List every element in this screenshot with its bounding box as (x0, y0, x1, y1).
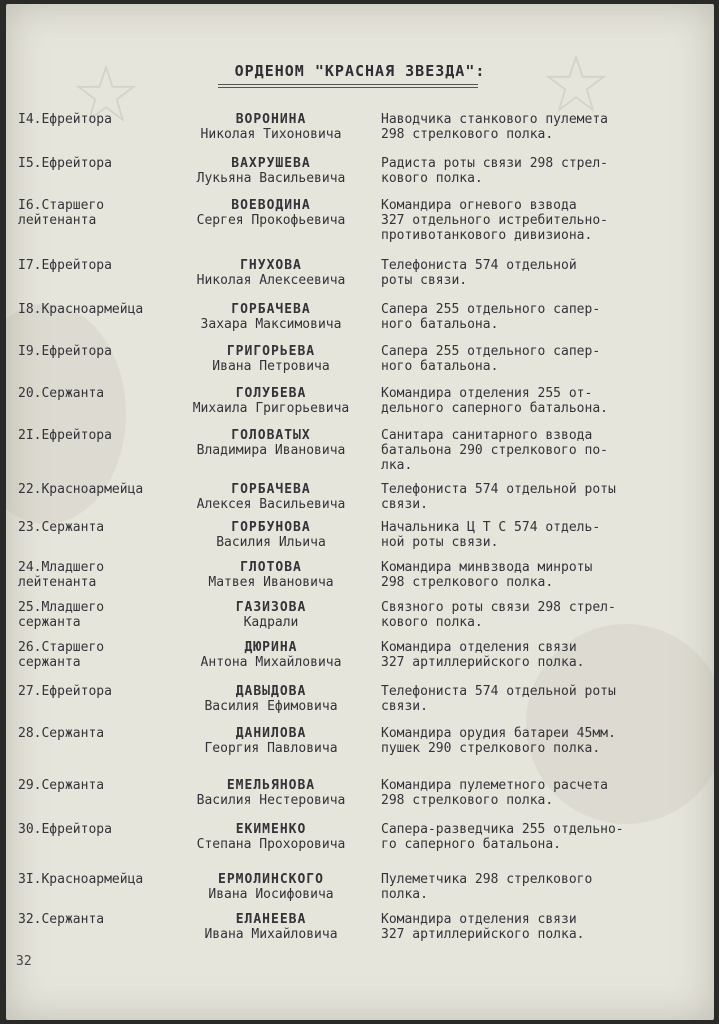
entry-rank: 20.Сержанта (18, 386, 105, 401)
entry-given-name: Георгия Павловича (204, 741, 338, 756)
entry-rank: 27.Ефрейтора (18, 684, 112, 699)
entry-position: Санитара санитарного взвода батальона 290 стрелкового по- лка. (381, 428, 608, 473)
entry-given-name: Владимира Ивановича (196, 443, 346, 458)
entry-position: Командира минвзвода минроты 298 стрелкового полка. (381, 560, 593, 590)
entry-name (171, 640, 371, 670)
entry-given-name: Степана Прохоровича (196, 837, 346, 852)
entry-given-name: Матвея Ивановича (208, 575, 334, 590)
title-underline (218, 84, 478, 88)
entry-name (171, 258, 371, 288)
entry-rank: 23.Сержанта (18, 520, 105, 535)
entry-position: Связного роты связи 298 стрел- кового полка. (381, 600, 616, 630)
page-footer-mark: 32 (16, 954, 32, 969)
entry-name (171, 872, 371, 902)
entry-position: Командира отделения 255 от- дельного саперного батальона. (381, 386, 608, 416)
entry-surname: ГРИГОРЬЕВА (226, 344, 316, 359)
entry-name (171, 482, 371, 512)
entry-rank: I5.Ефрейтора (18, 156, 112, 171)
entry-position: Наводчика станкового пулемета 298 стрелкового полка. (381, 112, 608, 142)
entry-surname: ГОРБАЧЕВА (231, 302, 311, 317)
entry-given-name: Захара Максимовича (200, 317, 342, 332)
entry-surname: ГЛОТОВА (240, 560, 302, 575)
entry-rank: 32.Сержанта (18, 912, 105, 927)
entry-position: Телефониста 574 отдельной роты связи. (381, 684, 616, 714)
entry-position: Сапера 255 отдельного сапер- ного батальона. (381, 302, 601, 332)
entry-given-name: Лукьяна Васильевича (196, 171, 346, 186)
entry-name (171, 428, 371, 458)
document-page (6, 4, 714, 1020)
entry-given-name: Михаила Григорьевича (192, 401, 350, 416)
entry-rank: I7.Ефрейтора (18, 258, 112, 273)
entry-given-name: Василия Ефимовича (204, 699, 338, 714)
entry-surname: ВАХРУШЕВА (231, 156, 311, 171)
entry-surname: ДАВЫДОВА (235, 684, 307, 699)
entry-rank: 3I.Красноармейца (18, 872, 144, 887)
entry-rank: 2I.Ефрейтора (18, 428, 112, 443)
entry-name (171, 198, 371, 228)
entry-given-name: Николая Алексеевича (196, 273, 346, 288)
entry-surname: ЕРМОЛИНСКОГО (218, 872, 324, 887)
entry-position: Телефониста 574 отдельной роты связи. (381, 482, 616, 512)
entry-position: Командира отделения связи 327 артиллерийского полка. (381, 912, 585, 942)
entry-rank: 26.Старшего сержанта (18, 640, 105, 670)
entry-name (171, 822, 371, 852)
entry-position: Радиста роты связи 298 стрел- кового полка. (381, 156, 608, 186)
entry-given-name: Василия Ильича (216, 535, 326, 550)
entry-given-name: Ивана Михайловича (204, 927, 338, 942)
entry-name (171, 520, 371, 550)
entry-position: Телефониста 574 отдельной роты связи. (381, 258, 577, 288)
entry-rank: I4.Ефрейтора (18, 112, 112, 127)
entry-rank: I8.Красноармейца (18, 302, 144, 317)
entry-given-name: Сергея Прокофьевича (196, 213, 346, 228)
entry-surname: ЕЛАНЕЕВА (235, 912, 307, 927)
entry-position: Сапера-разведчика 255 отдельно- го саперного батальона. (381, 822, 624, 852)
entry-rank: 30.Ефрейтора (18, 822, 112, 837)
entry-given-name: Ивана Иосифовича (208, 887, 334, 902)
entry-position: Командира орудия батареи 45мм. пушек 290 стрелкового полка. (381, 726, 616, 756)
entry-rank: 29.Сержанта (18, 778, 105, 793)
entry-name (171, 912, 371, 942)
entry-surname: ГОЛОВАТЫХ (231, 428, 311, 443)
entry-name (171, 112, 371, 142)
entry-surname: ДАНИЛОВА (235, 726, 307, 741)
entry-surname: ЕКИМЕНКО (235, 822, 307, 837)
entry-rank: 28.Сержанта (18, 726, 105, 741)
entry-given-name: Алексея Васильевича (196, 497, 346, 512)
entry-name (171, 156, 371, 186)
entry-given-name: Кадрали (243, 615, 299, 630)
entry-rank: 25.Младшего сержанта (18, 600, 105, 630)
entry-name (171, 560, 371, 590)
entry-name (171, 600, 371, 630)
entry-given-name: Николая Тихоновича (200, 127, 342, 142)
entry-surname: ГОРБАЧЕВА (231, 482, 311, 497)
entry-position: Командира отделения связи 327 артиллерийского полка. (381, 640, 585, 670)
entry-rank: 24.Младшего лейтенанта (18, 560, 105, 590)
entry-position: Начальника Ц Т С 574 отдель- ной роты связи. (381, 520, 601, 550)
page-title: ОРДЕНОМ "КРАСНАЯ ЗВЕЗДА": (234, 62, 486, 80)
entry-rank: I9.Ефрейтора (18, 344, 112, 359)
entry-surname: ЕМЕЛЬЯНОВА (226, 778, 316, 793)
entry-name (171, 386, 371, 416)
entry-rank: I6.Старшего лейтенанта (18, 198, 105, 228)
entry-name (171, 684, 371, 714)
entry-name (171, 778, 371, 808)
entry-surname: ГОЛУБЕВА (235, 386, 307, 401)
entry-surname: ГОРБУНОВА (231, 520, 311, 535)
entry-position: Пулеметчика 298 стрелкового полка. (381, 872, 593, 902)
entry-position: Сапера 255 отдельного сапер- ного батальона. (381, 344, 601, 374)
entry-given-name: Ивана Петровича (212, 359, 330, 374)
entry-given-name: Антона Михайловича (200, 655, 342, 670)
entry-surname: ГНУХОВА (240, 258, 302, 273)
entry-surname: ГАЗИЗОВА (235, 600, 307, 615)
entry-name (171, 302, 371, 332)
entry-name (171, 726, 371, 756)
entry-position: Командира пулеметного расчета 298 стрелкового полка. (381, 778, 608, 808)
entry-surname: ДЮРИНА (244, 640, 298, 655)
entry-rank: 22.Красноармейца (18, 482, 144, 497)
entry-surname: ВОРОНИНА (235, 112, 307, 127)
entry-given-name: Василия Нестеровича (196, 793, 346, 808)
entry-name (171, 344, 371, 374)
entry-surname: ВОЕВОДИНА (231, 198, 311, 213)
entry-position: Командира огневого взвода 327 отдельного истребительно- противотанкового дивизиона. (381, 198, 608, 243)
